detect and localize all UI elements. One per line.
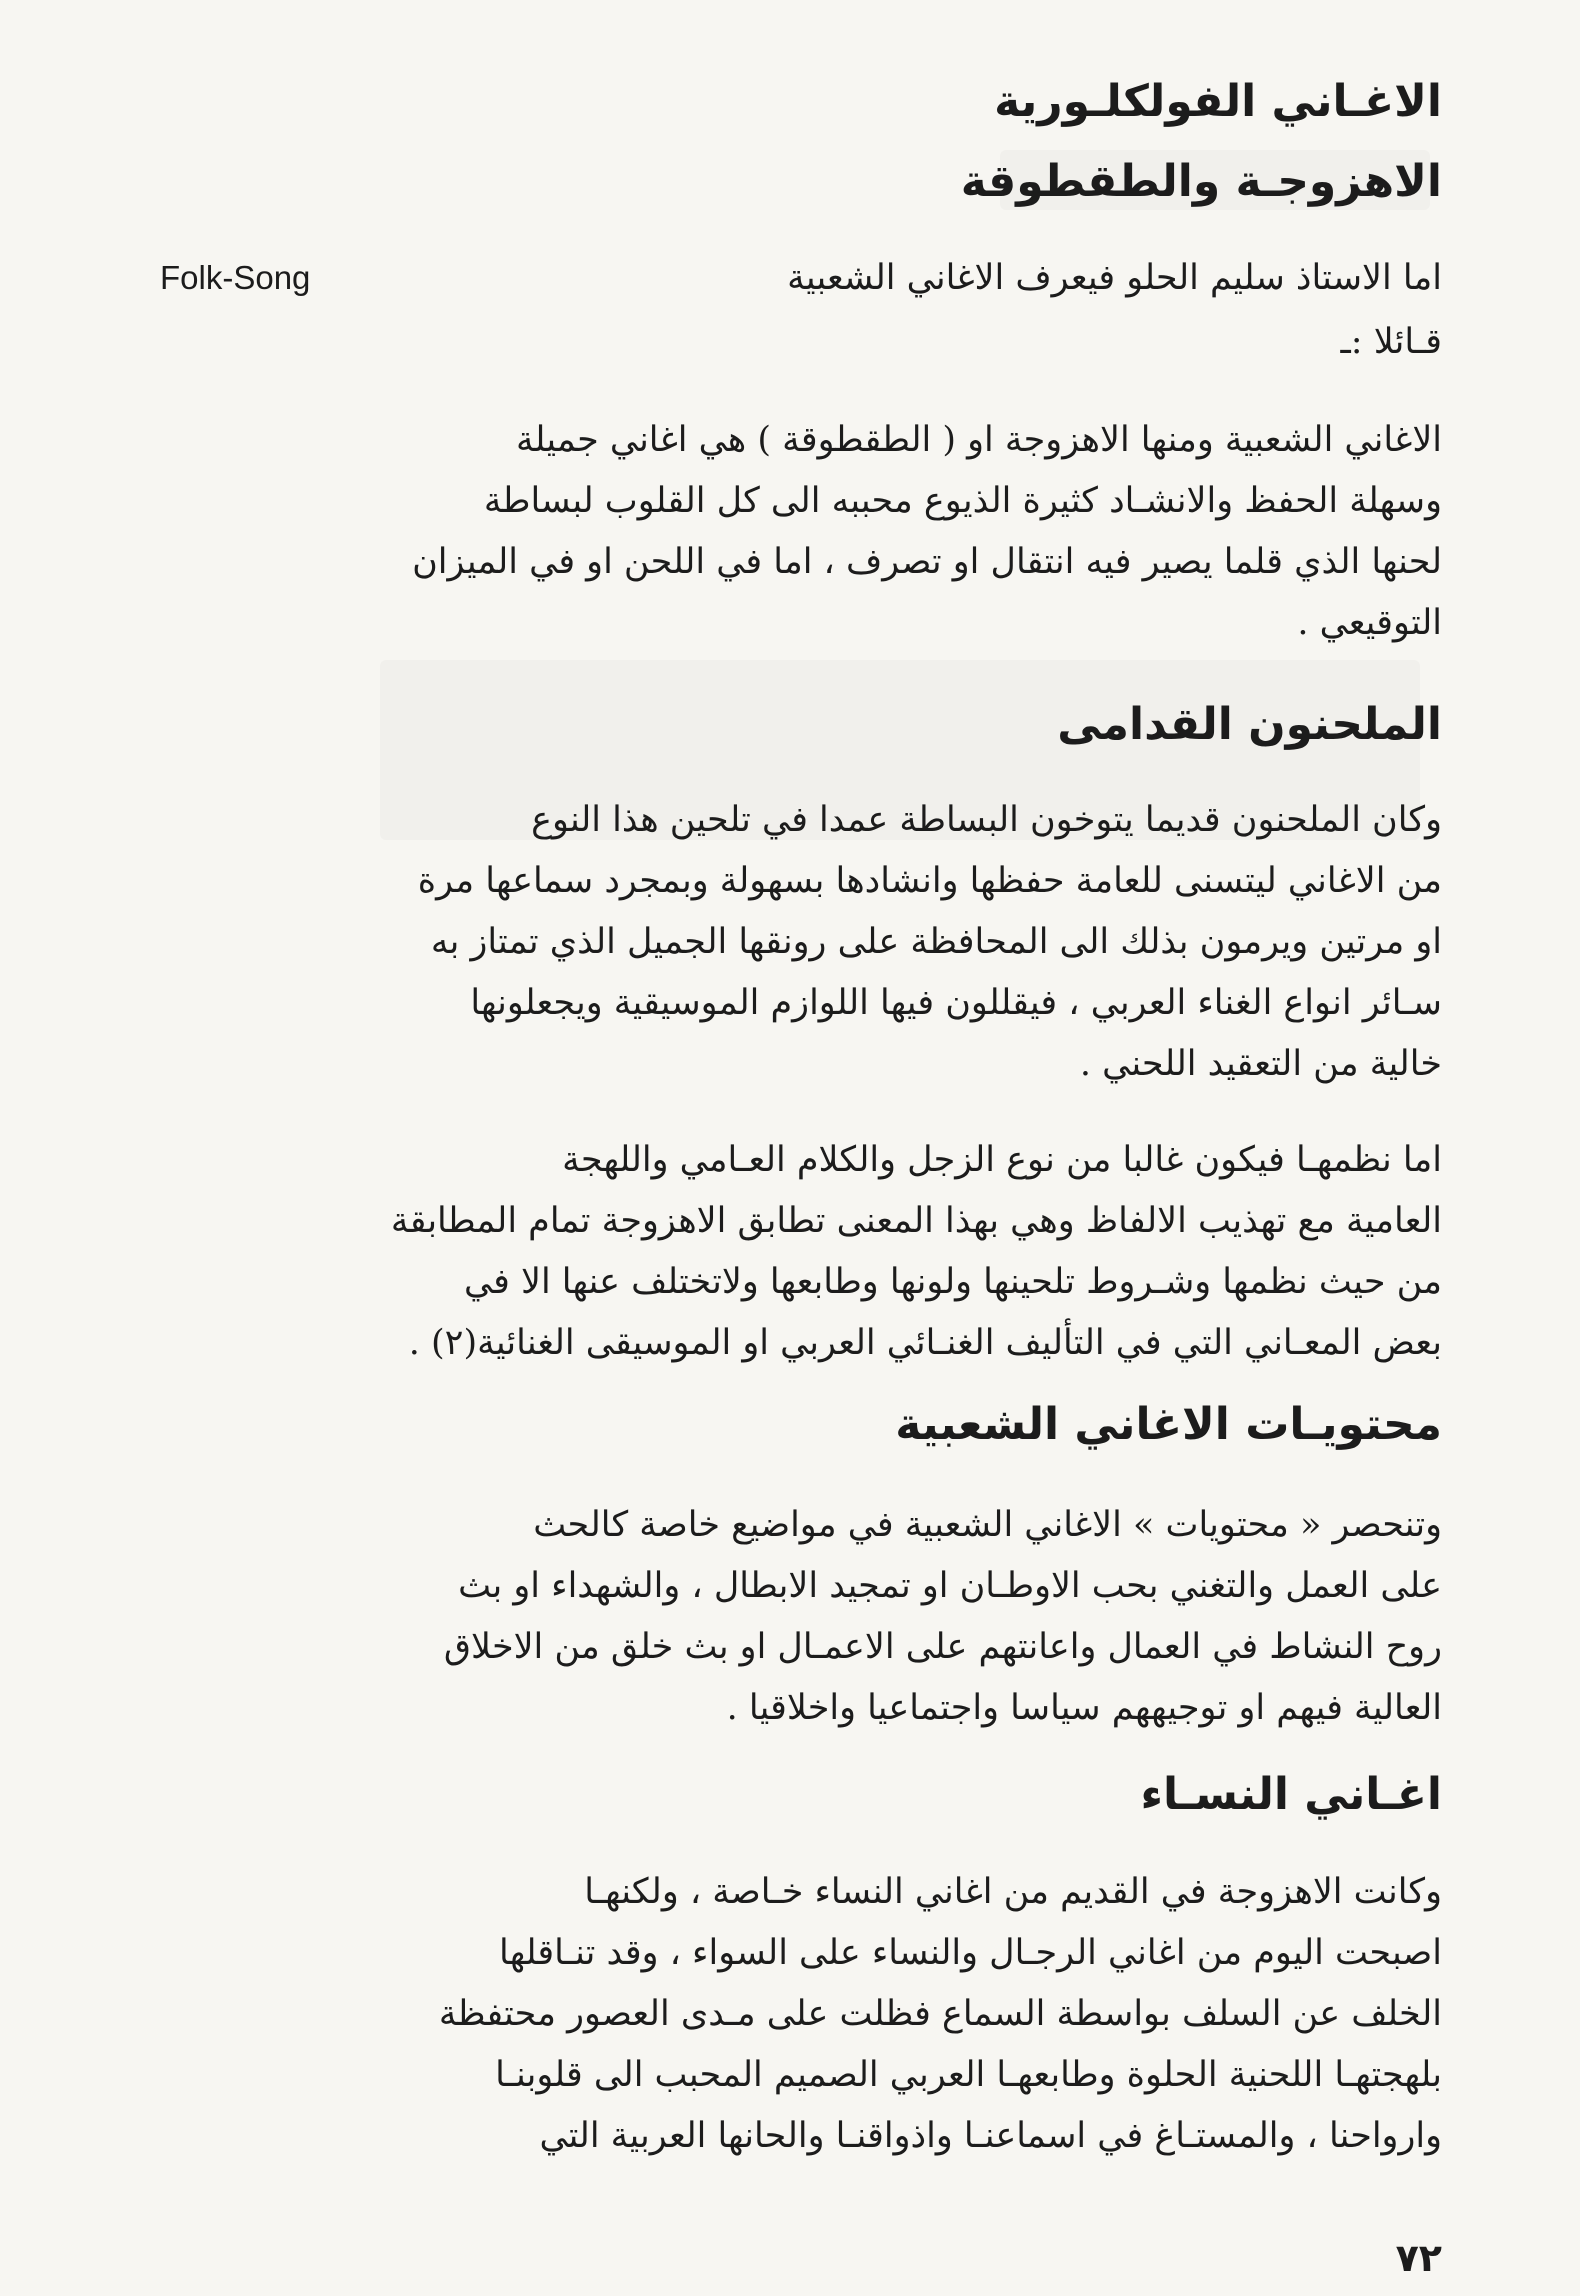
- paragraph-line: الاغاني الشعبية ومنها الاهزوجة او ( الطقطوقة ) هي اغاني جميلة: [515, 420, 1442, 460]
- intro-line-1: اما الاستاذ سليم الحلو فيعرف الاغاني الشعبية: [787, 258, 1442, 298]
- paragraph-line: الخلف عن السلف بواسطة السماع فظلت على مـدى العصور محتفظة: [438, 1994, 1442, 2034]
- paragraph-line: من حيث نظمها وشـروط تلحينها ولونها وطابعها ولاتختلف عنها الا في: [463, 1262, 1442, 1302]
- paragraph-line: وارواحنا ، والمستـاغ في اسماعنـا واذواقنـا والحانها العربية التي: [539, 2116, 1442, 2156]
- heading-women-songs: اغـاني النسـاء: [1140, 1769, 1442, 1820]
- heading-hazouj: الاهزوجـة والطقطوقة: [960, 156, 1442, 207]
- paragraph-line: وسهلة الحفظ والانشـاد كثيرة الذيوع محببه الى كل القلوب لبساطة: [483, 481, 1442, 521]
- paragraph-line: بعض المعـاني التي في التأليف الغنـائي العربي او الموسيقى الغنائية(٢) .: [408, 1323, 1442, 1363]
- intro-line-2: قـائلا :ـ: [1340, 322, 1442, 362]
- heading-contents: محتويـات الاغاني الشعبية: [895, 1399, 1442, 1450]
- paragraph-line: بلهجتهـا اللحنية الحلوة وطابعهـا العربي الصميم المحبب الى قلوبنـا: [495, 2055, 1442, 2095]
- paragraph-old-composers: [140, 790, 1442, 1095]
- paragraph-line: من الاغاني ليتسنى للعامة حفظها وانشادها بسهولة وبمجرد سماعها مرة: [417, 861, 1442, 901]
- heading-old-composers: الملحنون القدامى: [1057, 699, 1442, 750]
- paragraph-verse-form: [140, 1130, 1442, 1374]
- paragraph-line: او مرتين ويرمون بذلك الى المحافظة على رونقها الجميل الذي تمتاز به: [430, 922, 1442, 962]
- heading-folk-songs: الاغـاني الفولكلـورية: [994, 76, 1442, 127]
- paragraph-line: وتنحصر « محتويات » الاغاني الشعبية في مواضيع خاصة كالحث: [533, 1505, 1442, 1545]
- paragraph-definition: [140, 410, 1442, 654]
- paragraph-line: اصبحت اليوم من اغاني الرجـال والنساء على السواء ، وقد تنـاقلها: [499, 1933, 1442, 1973]
- latin-term: Folk-Song: [160, 259, 311, 296]
- paragraph-line: سـائر انواع الغناء العربي ، فيقللون فيها اللوازم الموسيقية ويجعلونها: [470, 983, 1442, 1023]
- paragraph-line: لحنها الذي قلما يصير فيه انتقال او تصرف ، اما في اللحن او في الميزان: [412, 542, 1442, 582]
- paragraph-women-songs: [140, 1862, 1442, 2167]
- page-number: ٧٢: [1395, 2236, 1442, 2280]
- paragraph-line: وكانت الاهزوجة في القديم من اغاني النساء خـاصة ، ولكنهـا: [584, 1872, 1442, 1912]
- paragraph-line: وكان الملحنون قديما يتوخون البساطة عمدا في تلحين هذا النوع: [531, 800, 1442, 840]
- paragraph-contents: [140, 1495, 1442, 1739]
- paragraph-line: روح النشاط في العمال واعانتهم على الاعمـال او بث خلق من الاخلاق: [443, 1627, 1442, 1667]
- paragraph-line: اما نظمهـا فيكون غالبا من نوع الزجل والكلام العـامي واللهجة: [562, 1140, 1442, 1180]
- paragraph-line: التوقيعي .: [1297, 603, 1442, 643]
- paragraph-line: على العمل والتغني بحب الاوطـان او تمجيد الابطال ، والشهداء او بث: [458, 1566, 1442, 1606]
- paragraph-line: العالية فيهم او توجيههم سياسا واجتماعيا واخلاقيا .: [726, 1688, 1442, 1728]
- paragraph-line: العامية مع تهذيب الالفاظ وهي بهذا المعنى تطابق الاهزوجة تمام المطابقة: [390, 1201, 1442, 1241]
- paragraph-line: خالية من التعقيد اللحني .: [1079, 1044, 1442, 1084]
